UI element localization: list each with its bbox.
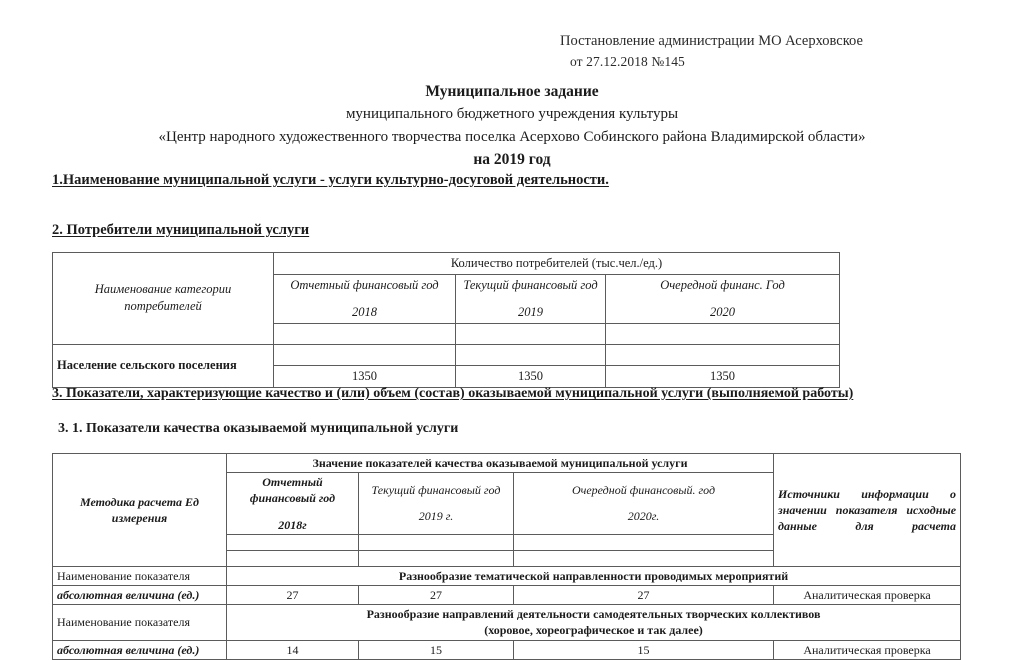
quality-group-1-unit: абсолютная величина (ед.) — [53, 640, 227, 659]
quality-spacer2-cell-1 — [359, 550, 514, 566]
consumers-row-0-category: Население сельского поселения — [53, 344, 274, 387]
title-year: на 2019 год — [473, 151, 551, 169]
quality-group-0-label: Наименование показателя — [53, 566, 227, 585]
consumers-spacer-cell-0 — [274, 323, 456, 344]
header-line-date-number: от 27.12.2018 №145 — [570, 54, 685, 70]
table-row — [53, 640, 961, 659]
quality-col-0-header — [227, 473, 359, 535]
quality-col-2-year: 2020г. — [627, 509, 660, 524]
consumers-col-category-header: Наименование категории потребителей — [53, 253, 274, 345]
quality-col-2-label: Очередной финансовый. год — [571, 483, 716, 498]
header-line-decree: Постановление администрации МО Асерховское — [560, 33, 863, 49]
quality-col-2-header — [514, 473, 774, 535]
quality-group-0-value-2: 27 — [514, 585, 774, 604]
section-1-number: 1. — [52, 172, 63, 188]
consumers-spacer-cell-2 — [606, 323, 840, 344]
quality-group-0-source: Аналитическая проверка — [774, 585, 961, 604]
consumers-row-0-value-2: 1350 — [606, 365, 840, 387]
quality-group-1-label: Наименование показателя — [53, 605, 227, 640]
consumers-col-1-year: 2019 — [518, 304, 543, 319]
quality-group-1-value-2: 15 — [514, 640, 774, 659]
consumers-col-0-year: 2018 — [352, 304, 377, 319]
quality-group-1-indicator-line1: Разнообразие направлений деятельности самодеятельных творческих коллективов — [366, 607, 821, 622]
page-title: Муниципальное задание — [425, 83, 599, 100]
consumers-col-2-year: 2020 — [710, 304, 735, 319]
quality-spacer-cell-2 — [514, 534, 774, 550]
table-row — [53, 344, 840, 365]
table-row-header-top — [53, 454, 961, 473]
quality-group-0-indicator: Разнообразие тематической направленности проводимых мероприятий — [227, 566, 961, 585]
table-row-indicator-label — [53, 605, 961, 640]
consumers-row-0-value-0: 1350 — [274, 365, 456, 387]
quality-spacer2-cell-0 — [227, 550, 359, 566]
consumers-table — [52, 252, 840, 388]
consumers-col-1-label: Текущий финансовый год — [463, 277, 598, 292]
section-heading-1 — [52, 172, 609, 189]
quality-col-sources-header: Источники информации о значении показателя исходные данные для расчета — [774, 454, 961, 567]
quality-group-0-value-1: 27 — [359, 585, 514, 604]
consumers-row-0-value-1: 1350 — [456, 365, 606, 387]
quality-group-1-indicator-line2: (хоровое, хореографическое и так далее) — [484, 623, 703, 638]
quality-spacer2-cell-2 — [514, 550, 774, 566]
section-heading-3-1: 3. 1. Показатели качества оказываемой муниципальной услуги — [58, 421, 459, 436]
quality-col-0-label: Отчетный финансовый год — [249, 475, 336, 506]
quality-spacer-cell-0 — [227, 534, 359, 550]
quality-group-1-source: Аналитическая проверка — [774, 640, 961, 659]
consumers-col-1-header — [456, 274, 606, 323]
quality-col-1-header — [359, 473, 514, 535]
table-row-indicator-label — [53, 566, 961, 585]
table-row-header-top — [53, 253, 840, 275]
quality-span-header: Значение показателей качества оказываемой муниципальной услуги — [227, 454, 774, 473]
consumers-row-0-blank-0 — [274, 344, 456, 365]
title-block — [0, 80, 1024, 173]
section-heading-3: 3. Показатели, характеризующие качество и (или) объем (состав) оказываемой муниципальной услуги (выполняемой работы) — [52, 386, 854, 401]
consumers-row-0-blank-1 — [456, 344, 606, 365]
quality-group-0-unit: абсолютная величина (ед.) — [53, 585, 227, 604]
consumers-spacer-cell-1 — [456, 323, 606, 344]
title-subtitle-institution: муниципального бюджетного учреждения культуры — [345, 106, 679, 123]
quality-col-0-year: 2018г — [278, 517, 307, 532]
table-row — [53, 585, 961, 604]
consumers-col-2-label: Очередной финанс. Год — [660, 277, 785, 292]
document-header — [560, 30, 980, 73]
quality-group-1-value-1: 15 — [359, 640, 514, 659]
quality-col-method-header: Методика расчета Ед измерения — [53, 454, 227, 567]
quality-group-0-value-0: 27 — [227, 585, 359, 604]
consumers-col-0-label: Отчетный финансовый год — [290, 277, 439, 292]
quality-indicators-table — [52, 453, 961, 660]
title-organization-name: «Центр народного художественного творчества поселка Асерхово Собинского района Владимирской области» — [158, 128, 866, 145]
section-heading-2: 2. Потребители муниципальной услуги — [52, 222, 310, 238]
consumers-col-2-header — [606, 274, 840, 323]
section-1-text: Наименование муниципальной услуги - услуги культурно-досуговой деятельности. — [62, 172, 609, 188]
consumers-col-0-header — [274, 274, 456, 323]
quality-spacer-cell-1 — [359, 534, 514, 550]
quality-col-1-year: 2019 г. — [418, 509, 454, 524]
consumers-span-header: Количество потребителей (тыс.чел./ед.) — [274, 253, 840, 275]
consumers-row-0-blank-2 — [606, 344, 840, 365]
quality-col-1-label: Текущий финансовый год — [371, 483, 501, 498]
quality-group-1-indicator — [227, 605, 961, 640]
quality-group-1-value-0: 14 — [227, 640, 359, 659]
